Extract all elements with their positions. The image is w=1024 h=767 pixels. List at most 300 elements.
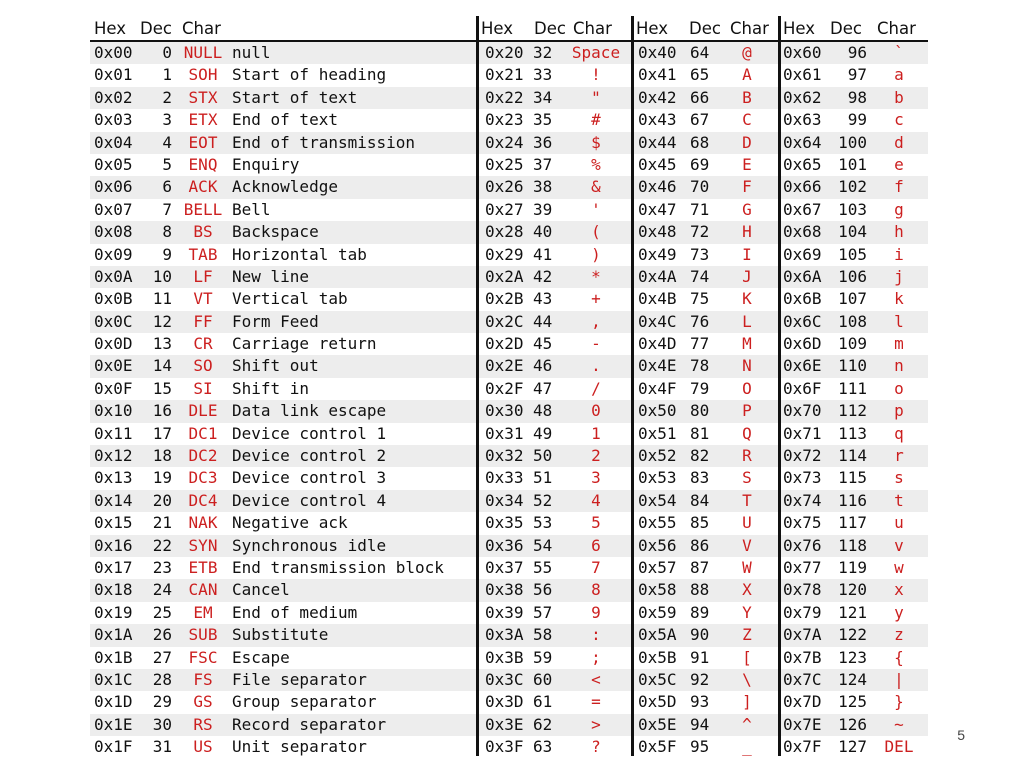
cell-dec: 1: [162, 65, 172, 85]
cell-hex: 0x4A: [638, 266, 677, 286]
cell-hex: 0x18: [94, 580, 133, 600]
table-row: [634, 557, 778, 579]
cell-abbr: VT: [193, 289, 213, 309]
cell-char: F: [742, 177, 752, 197]
cell-dec: 27: [152, 647, 172, 667]
cell-dec: 22: [152, 535, 172, 555]
cell-char: }: [894, 692, 904, 712]
cell-dec: 5: [162, 154, 172, 174]
header-hex: Hex: [481, 19, 514, 38]
table-row: [479, 691, 631, 713]
cell-abbr: CR: [193, 334, 213, 354]
table-row: [479, 669, 631, 691]
cell-dec: 68: [690, 132, 710, 152]
cell-char: l: [894, 311, 904, 331]
cell-hex: 0x66: [783, 177, 822, 197]
table-row: [90, 602, 476, 624]
cell-dec: 111: [838, 378, 867, 398]
cell-dec: 58: [533, 625, 553, 645]
cell-dec: 64: [690, 43, 710, 62]
cell-desc: Record separator: [232, 714, 387, 734]
cell-dec: 7: [162, 199, 172, 219]
cell-hex: 0x2F: [485, 378, 524, 398]
table-row: [479, 602, 631, 624]
cell-char: n: [894, 356, 904, 376]
cell-dec: 57: [533, 602, 553, 622]
block-punctuation-digits: [479, 16, 631, 759]
cell-char: f: [894, 177, 904, 197]
cell-char: ]: [742, 692, 752, 712]
cell-hex: 0x5F: [638, 737, 677, 757]
table-row: [781, 244, 928, 266]
table-row: [634, 669, 778, 691]
cell-abbr: EOT: [188, 132, 218, 152]
cell-abbr: DLE: [188, 401, 218, 421]
table-row: [479, 132, 631, 154]
cell-char: Q: [742, 423, 752, 443]
cell-dec: 65: [690, 65, 710, 85]
cell-char: d: [894, 132, 904, 152]
cell-dec: 45: [533, 334, 553, 354]
cell-char: E: [742, 154, 752, 174]
table-row: [90, 557, 476, 579]
cell-desc: Enquiry: [232, 154, 300, 174]
cell-hex: 0x70: [783, 401, 822, 421]
cell-abbr: BS: [193, 222, 213, 242]
cell-hex: 0x34: [485, 490, 524, 510]
cell-hex: 0x04: [94, 132, 133, 152]
cell-char: \: [742, 669, 752, 689]
cell-hex: 0x44: [638, 132, 677, 152]
cell-char: ^: [742, 714, 752, 734]
cell-dec: 91: [690, 647, 710, 667]
cell-hex: 0x73: [783, 468, 822, 488]
cell-hex: 0x17: [94, 557, 133, 577]
cell-char: 7: [591, 557, 601, 577]
table-row: [634, 176, 778, 198]
table-row: [781, 221, 928, 243]
table-row: [90, 199, 476, 221]
cell-dec: 39: [533, 199, 553, 219]
cell-char: <: [591, 669, 601, 689]
cell-dec: 12: [152, 311, 172, 331]
cell-char: &: [591, 177, 601, 197]
table-row: [781, 87, 928, 109]
cell-dec: 106: [838, 266, 867, 286]
table-row: [781, 579, 928, 601]
rows-block-3: [634, 42, 778, 759]
table-row: [634, 535, 778, 557]
table-row: [90, 647, 476, 669]
cell-hex: 0x74: [783, 490, 822, 510]
cell-char: b: [894, 87, 904, 107]
cell-char: Z: [742, 625, 752, 645]
cell-char: w: [894, 557, 904, 577]
cell-hex: 0x4B: [638, 289, 677, 309]
table-row: [781, 647, 928, 669]
block-uppercase: [634, 16, 778, 759]
cell-hex: 0x64: [783, 132, 822, 152]
cell-abbr: BELL: [183, 199, 223, 219]
cell-dec: 94: [690, 714, 710, 734]
header-dec: Dec: [140, 19, 172, 38]
table-row: [634, 333, 778, 355]
cell-dec: 26: [152, 625, 172, 645]
cell-hex: 0x28: [485, 222, 524, 242]
cell-hex: 0x2B: [485, 289, 524, 309]
cell-dec: 28: [152, 669, 172, 689]
cell-hex: 0x24: [485, 132, 524, 152]
table-row: [479, 311, 631, 333]
cell-desc: Acknowledge: [232, 177, 338, 197]
cell-hex: 0x2E: [485, 356, 524, 376]
cell-hex: 0x14: [94, 490, 133, 510]
cell-desc: Shift out: [232, 356, 319, 376]
cell-char: ~: [894, 714, 904, 734]
cell-char: H: [742, 222, 752, 242]
cell-dec: 49: [533, 423, 553, 443]
cell-desc: Device control 1: [232, 423, 387, 443]
cell-hex: 0x3F: [485, 737, 524, 757]
cell-dec: 17: [152, 423, 172, 443]
cell-dec: 127: [838, 737, 867, 757]
cell-char: U: [742, 513, 752, 533]
block-lowercase: [781, 16, 928, 759]
cell-dec: 125: [838, 692, 867, 712]
cell-hex: 0x6A: [783, 266, 822, 286]
cell-dec: 3: [162, 110, 172, 130]
table-row: [781, 602, 928, 624]
cell-desc: End of transmission: [232, 132, 416, 152]
table-row: [634, 714, 778, 736]
cell-hex: 0x54: [638, 490, 677, 510]
cell-hex: 0x7E: [783, 714, 822, 734]
table-header: [90, 16, 476, 42]
cell-char: W: [742, 557, 752, 577]
cell-char: ;: [591, 647, 601, 667]
table-row: [479, 42, 631, 64]
cell-hex: 0x19: [94, 602, 133, 622]
table-row: [781, 132, 928, 154]
cell-hex: 0x11: [94, 423, 133, 443]
cell-dec: 69: [690, 154, 710, 174]
cell-abbr: SOH: [188, 65, 218, 85]
table-row: [781, 355, 928, 377]
cell-desc: Form Feed: [232, 311, 319, 331]
table-row: [634, 400, 778, 422]
cell-hex: 0x02: [94, 87, 133, 107]
table-row: [479, 423, 631, 445]
table-header: [781, 16, 928, 42]
cell-hex: 0x5A: [638, 625, 677, 645]
cell-dec: 119: [838, 557, 867, 577]
cell-hex: 0x1D: [94, 692, 133, 712]
cell-hex: 0x23: [485, 110, 524, 130]
table-row: [479, 579, 631, 601]
cell-hex: 0x0C: [94, 311, 133, 331]
cell-abbr: GS: [193, 692, 213, 712]
cell-hex: 0x09: [94, 244, 133, 264]
cell-dec: 93: [690, 692, 710, 712]
table-row: [479, 199, 631, 221]
cell-dec: 83: [690, 468, 710, 488]
cell-hex: 0x7B: [783, 647, 822, 667]
cell-hex: 0x30: [485, 401, 524, 421]
cell-hex: 0x5D: [638, 692, 677, 712]
table-row: [479, 490, 631, 512]
table-row: [634, 512, 778, 534]
cell-char: G: [742, 199, 752, 219]
cell-dec: 78: [690, 356, 710, 376]
table-row: [90, 691, 476, 713]
cell-char: a: [894, 65, 904, 85]
cell-dec: 112: [838, 401, 867, 421]
cell-abbr: SO: [193, 356, 213, 376]
cell-char: A: [742, 65, 752, 85]
table-row: [479, 378, 631, 400]
header-char: Char: [182, 19, 221, 38]
table-row: [90, 154, 476, 176]
rows-block-4: [781, 42, 928, 759]
cell-dec: 109: [838, 334, 867, 354]
header-dec: Dec: [689, 19, 721, 38]
cell-desc: Bell: [232, 199, 271, 219]
cell-hex: 0x16: [94, 535, 133, 555]
cell-hex: 0x68: [783, 222, 822, 242]
cell-dec: 70: [690, 177, 710, 197]
table-row: [479, 400, 631, 422]
cell-hex: 0x3B: [485, 647, 524, 667]
table-row: [634, 132, 778, 154]
table-row: [634, 378, 778, 400]
cell-char: g: [894, 199, 904, 219]
cell-hex: 0x46: [638, 177, 677, 197]
table-row: [634, 624, 778, 646]
cell-char: {: [894, 647, 904, 667]
table-row: [634, 647, 778, 669]
table-row: [781, 311, 928, 333]
cell-char: z: [894, 625, 904, 645]
cell-hex: 0x75: [783, 513, 822, 533]
cell-dec: 89: [690, 602, 710, 622]
table-row: [90, 266, 476, 288]
cell-abbr: EM: [193, 602, 213, 622]
cell-dec: 103: [838, 199, 867, 219]
cell-dec: 14: [152, 356, 172, 376]
cell-hex: 0x01: [94, 65, 133, 85]
cell-dec: 118: [838, 535, 867, 555]
table-row: [479, 557, 631, 579]
table-row: [479, 244, 631, 266]
cell-desc: Device control 3: [232, 468, 387, 488]
cell-dec: 54: [533, 535, 553, 555]
cell-abbr: ETX: [188, 110, 218, 130]
cell-char: D: [742, 132, 752, 152]
table-row: [90, 355, 476, 377]
cell-dec: 24: [152, 580, 172, 600]
cell-dec: 43: [533, 289, 553, 309]
cell-hex: 0x67: [783, 199, 822, 219]
cell-hex: 0x76: [783, 535, 822, 555]
cell-hex: 0x2C: [485, 311, 524, 331]
cell-hex: 0x49: [638, 244, 677, 264]
cell-dec: 56: [533, 580, 553, 600]
table-row: [634, 87, 778, 109]
table-row: [781, 64, 928, 86]
cell-dec: 100: [838, 132, 867, 152]
block-control-codes: [90, 16, 476, 759]
cell-hex: 0x61: [783, 65, 822, 85]
table-row: [90, 176, 476, 198]
cell-hex: 0x1A: [94, 625, 133, 645]
cell-char: X: [742, 580, 752, 600]
cell-char: ": [591, 87, 601, 107]
cell-hex: 0x0E: [94, 356, 133, 376]
table-row: [634, 154, 778, 176]
cell-hex: 0x6F: [783, 378, 822, 398]
table-row: [634, 445, 778, 467]
cell-dec: 84: [690, 490, 710, 510]
cell-dec: 75: [690, 289, 710, 309]
table-row: [479, 512, 631, 534]
cell-hex: 0x10: [94, 401, 133, 421]
cell-dec: 80: [690, 401, 710, 421]
cell-abbr: ETB: [188, 557, 218, 577]
cell-abbr: DC2: [188, 446, 218, 466]
cell-dec: 97: [847, 65, 867, 85]
cell-desc: Device control 2: [232, 446, 387, 466]
cell-dec: 72: [690, 222, 710, 242]
cell-hex: 0x4C: [638, 311, 677, 331]
table-row: [90, 87, 476, 109]
cell-hex: 0x1C: [94, 669, 133, 689]
cell-char: (: [591, 222, 601, 242]
cell-char: $: [591, 132, 601, 152]
cell-char: !: [591, 65, 601, 85]
cell-dec: 34: [533, 87, 553, 107]
table-row: [634, 109, 778, 131]
cell-hex: 0x55: [638, 513, 677, 533]
cell-hex: 0x38: [485, 580, 524, 600]
cell-abbr: FF: [193, 311, 213, 331]
cell-hex: 0x1E: [94, 714, 133, 734]
cell-hex: 0x21: [485, 65, 524, 85]
cell-dec: 2: [162, 87, 172, 107]
cell-dec: 55: [533, 557, 553, 577]
cell-char: %: [591, 154, 601, 174]
table-row: [90, 467, 476, 489]
cell-hex: 0x72: [783, 446, 822, 466]
cell-char: >: [591, 714, 601, 734]
cell-hex: 0x03: [94, 110, 133, 130]
table-row: [479, 288, 631, 310]
cell-desc: Backspace: [232, 222, 319, 242]
cell-dec: 32: [533, 43, 553, 62]
table-row: [479, 333, 631, 355]
cell-dec: 44: [533, 311, 553, 331]
table-row: [781, 288, 928, 310]
cell-hex: 0x7C: [783, 669, 822, 689]
cell-desc: End of text: [232, 110, 338, 130]
cell-hex: 0x7A: [783, 625, 822, 645]
header-hex: Hex: [94, 19, 127, 38]
table-row: [90, 244, 476, 266]
cell-abbr: US: [193, 737, 213, 757]
cell-hex: 0x12: [94, 446, 133, 466]
cell-char: S: [742, 468, 752, 488]
cell-dec: 120: [838, 580, 867, 600]
cell-dec: 76: [690, 311, 710, 331]
cell-dec: 25: [152, 602, 172, 622]
cell-dec: 122: [838, 625, 867, 645]
cell-dec: 51: [533, 468, 553, 488]
cell-abbr: SUB: [188, 625, 218, 645]
cell-char: ?: [591, 737, 601, 757]
cell-hex: 0x06: [94, 177, 133, 197]
cell-dec: 99: [847, 110, 867, 130]
header-char: Char: [730, 19, 769, 38]
table-row: [781, 714, 928, 736]
cell-hex: 0x42: [638, 87, 677, 107]
cell-char: T: [742, 490, 752, 510]
cell-dec: 92: [690, 669, 710, 689]
cell-hex: 0x48: [638, 222, 677, 242]
table-row: [634, 266, 778, 288]
cell-dec: 23: [152, 557, 172, 577]
cell-dec: 121: [838, 602, 867, 622]
cell-abbr: FSC: [188, 647, 218, 667]
table-row: [479, 714, 631, 736]
cell-desc: End transmission block: [232, 557, 444, 577]
cell-char: m: [894, 334, 904, 354]
cell-char: 2: [591, 446, 601, 466]
cell-dec: 50: [533, 446, 553, 466]
cell-char: ,: [591, 311, 601, 331]
table-row: [634, 244, 778, 266]
cell-hex: 0x05: [94, 154, 133, 174]
cell-dec: 98: [847, 87, 867, 107]
table-row: [781, 691, 928, 713]
cell-char: _: [742, 737, 752, 757]
table-row: [781, 624, 928, 646]
cell-abbr: DC4: [188, 490, 218, 510]
cell-dec: 74: [690, 266, 710, 286]
cell-dec: 52: [533, 490, 553, 510]
cell-char: K: [742, 289, 752, 309]
table-row: [781, 557, 928, 579]
cell-char: N: [742, 356, 752, 376]
cell-abbr: TAB: [188, 244, 218, 264]
cell-char: @: [742, 43, 752, 62]
cell-dec: 77: [690, 334, 710, 354]
cell-dec: 60: [533, 669, 553, 689]
table-row: [90, 132, 476, 154]
table-row: [90, 64, 476, 86]
table-row: [634, 602, 778, 624]
cell-hex: 0x3D: [485, 692, 524, 712]
cell-dec: 73: [690, 244, 710, 264]
table-row: [90, 714, 476, 736]
cell-hex: 0x26: [485, 177, 524, 197]
cell-hex: 0x36: [485, 535, 524, 555]
cell-hex: 0x3E: [485, 714, 524, 734]
cell-dec: 36: [533, 132, 553, 152]
cell-dec: 38: [533, 177, 553, 197]
cell-char: Y: [742, 602, 752, 622]
cell-dec: 8: [162, 222, 172, 242]
table-row: [90, 512, 476, 534]
cell-hex: 0x4D: [638, 334, 677, 354]
